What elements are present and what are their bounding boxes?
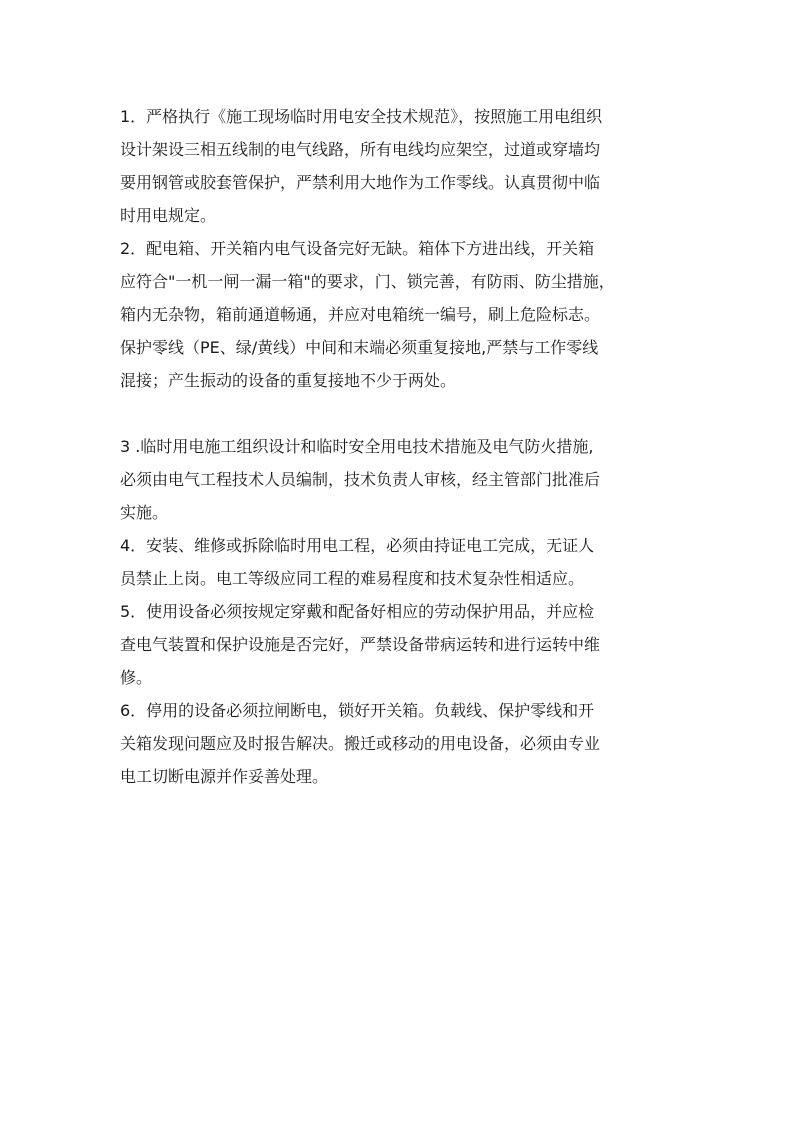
item-3-line: 3 .临时用电施工组织设计和临时安全用电技术措施及电气防火措施, xyxy=(120,437,594,456)
item-3 xyxy=(120,430,680,529)
item-6 xyxy=(120,694,680,793)
item-2-line: 保护零线（PE、绿/黄线）中间和末端必须重复接地,严禁与工作零线 xyxy=(120,338,599,357)
item-4-line: 4．安装、维修或拆除临时用电工程，必须由持证电工完成，无证人 xyxy=(120,536,595,555)
item-1-line: 时用电规定。 xyxy=(120,206,217,225)
item-6-line: 6．停用的设备必须拉闸断电，锁好开关箱。负载线、保护零线和开 xyxy=(120,701,595,720)
item-1-line: 1．严格执行《施工现场临时用电安全技术规范》，按照施工用电组织 xyxy=(120,107,603,126)
item-2-line: 应符合"一机一闸一漏一箱"的要求，门、锁完善，有防雨、防尘措施， xyxy=(120,272,615,291)
item-5-line: 5．使用设备必须按规定穿戴和配备好相应的劳动保护用品，并应检 xyxy=(120,602,595,621)
item-5-line: 修。 xyxy=(120,668,153,687)
document-body xyxy=(120,100,680,793)
item-3-line: 必须由电气工程技术人员编制，技术负责人审核，经主管部门批准后 xyxy=(120,470,601,489)
item-4-line: 员禁止上岗。电工等级应同工程的难易程度和技术复杂性相适应。 xyxy=(120,569,585,588)
item-6-line: 关箱发现问题应及时报告解决。搬迁或移动的用电设备，必须由专业 xyxy=(120,734,601,753)
item-6-line: 电工切断电源并作妥善处理。 xyxy=(120,767,329,786)
item-2-line: 2．配电箱、开关箱内电气设备完好无缺。箱体下方进出线，开关箱 xyxy=(120,239,595,258)
item-1-line: 设计架设三相五线制的电气线路，所有电线均应架空，过道或穿墙均 xyxy=(120,140,601,159)
item-4 xyxy=(120,529,680,595)
item-3-line: 实施。 xyxy=(120,503,169,522)
item-5-line: 查电气装置和保护设施是否完好，严禁设备带病运转和进行运转中维 xyxy=(120,635,601,654)
paragraph-gap xyxy=(120,397,680,430)
item-1 xyxy=(120,100,680,232)
item-2-line: 混接；产生振动的设备的重复接地不少于两处。 xyxy=(120,371,457,390)
item-1-line: 要用钢管或胶套管保护，严禁利用大地作为工作零线。认真贯彻中临 xyxy=(120,173,601,192)
item-2-line: 箱内无杂物，箱前通道畅通，并应对电箱统一编号，刷上危险标志。 xyxy=(120,305,601,324)
item-2 xyxy=(120,232,680,397)
item-5 xyxy=(120,595,680,694)
